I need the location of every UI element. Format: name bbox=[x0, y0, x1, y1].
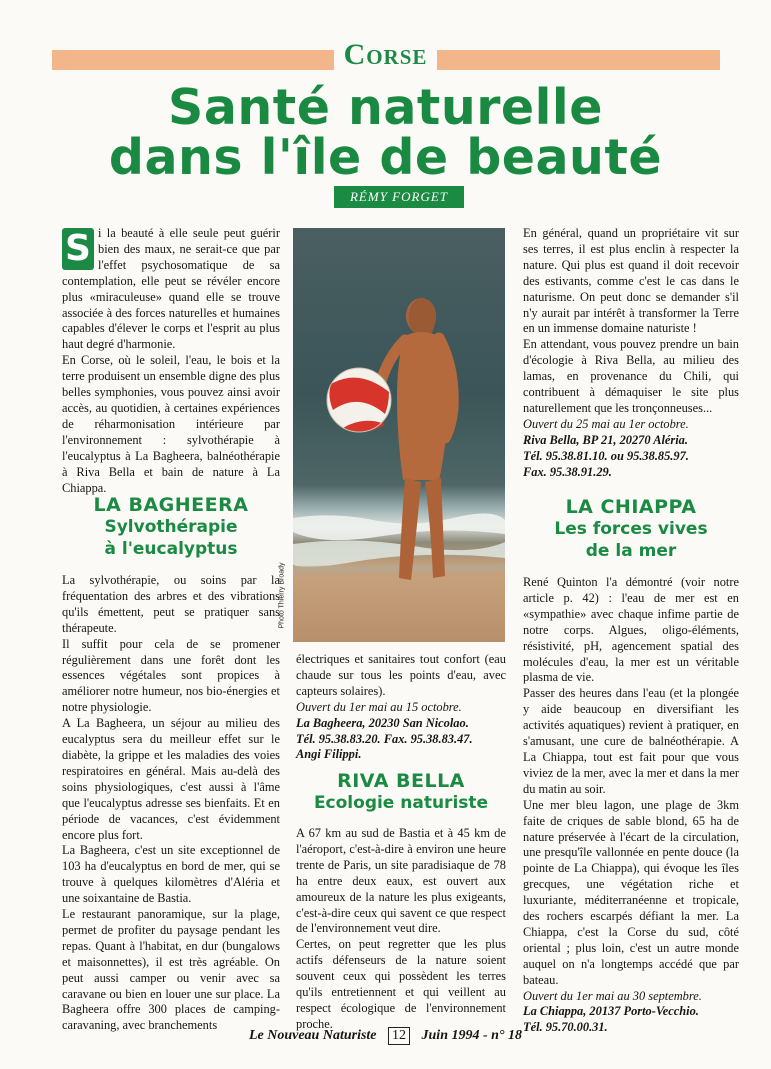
paragraph: René Quinton l'a démontré (voir notre article p. 42) : l'eau de mer est en «sympathie» avec chaque infime partie de notre corps. Algues, oligo-éléments, résistivité, pH, agencement spatial des molécules d'eau, la mer est un véritable plasma de vie. bbox=[523, 575, 739, 685]
intro-paragraph: S i la beauté à elle seule peut guérir bien des maux, ne serait-ce que par l'effet psychosomatique de sa contemplation, elle peut se révéler encore plus «miraculeuse» quand elle se trouve associée à des forces naturelles et humaines capables d'élever le corps et l'esprit au plus haut degré d'harmonie. bbox=[62, 226, 280, 352]
subhead-subtitle: Sylvothérapie bbox=[104, 517, 238, 537]
page-footer bbox=[0, 1027, 771, 1045]
issue-date: Juin 1994 - n° 18 bbox=[421, 1028, 523, 1044]
contact-name: Angi Filippi. bbox=[296, 747, 362, 762]
column-1 bbox=[62, 226, 280, 496]
subhead-riva-bella bbox=[296, 770, 506, 814]
paragraph: La sylvothérapie, ou soins par la fréquentation des arbres et des vibrations qu'ils émettent, peut se pratiquer sans thérapeute. bbox=[62, 573, 280, 635]
subhead-title: LA BAGHEERA bbox=[93, 494, 249, 516]
headline-line-1: Santé naturelle bbox=[168, 79, 603, 136]
beach-photo bbox=[293, 228, 505, 642]
column-2 bbox=[296, 652, 506, 763]
subhead-title: RIVA BELLA bbox=[337, 770, 465, 792]
subhead-la-chiappa bbox=[523, 496, 739, 562]
paragraph: A 67 km au sud de Bastia et à 45 km de l'aéroport, c'est-à-dire à environ une heure trente de Paris, un site paradisiaque de 78 ha entre deux eaux, est ouvert aux amoureux de la nature les plus exigeants, c'est-à-dire ceux qui savent ce que respect de l'environnement veut dire. bbox=[296, 826, 506, 936]
paragraph: Certes, on peut regretter que les plus actifs défenseurs de la nature soient souvent ceux qui possèdent les terres qu'ils entretiennent et qui veillent au respect écologique de l'environnement proche. bbox=[296, 937, 506, 1031]
photo-credit: Photo Thierry Broady bbox=[278, 562, 286, 629]
beach-photo-illustration bbox=[293, 228, 505, 642]
subhead-subtitle: à l'eucalyptus bbox=[104, 539, 238, 559]
magazine-name: Le Nouveau Naturiste bbox=[248, 1028, 377, 1044]
paragraph: A La Bagheera, un séjour au milieu des eucalyptus sera du meilleur effet sur le diabète, la grippe et les maladies des voies respiratoires en général. Mais au-delà des soins physiologiques, c'est aussi à l'âme que l'eucalyptus adresse ses bienfaits. Et en période de vacances, c'est évidemment encore plus fort. bbox=[62, 716, 280, 842]
phone-line: Tél. 95.38.83.20. Fax. 95.38.83.47. bbox=[296, 731, 473, 746]
subhead-subtitle: Les forces vives bbox=[554, 519, 708, 539]
paragraph: En attendant, vous pouvez prendre un bain d'écologie à Riva Bella, au milieu des lamas, en provenance du Chili, qui contribuent à démaquiser le site plus naturellement que les tronçonneuses... bbox=[523, 337, 739, 415]
paragraph: Il suffit pour cela de se promener régulièrement dans une forêt dont les essences végétales sont propices à améliorer notre humeur, nos bio-énergies et notre physiologie. bbox=[62, 636, 280, 715]
drop-cap: S bbox=[62, 228, 94, 270]
address-line: La Chiappa, 20137 Porto-Vecchio. bbox=[523, 1004, 699, 1019]
byline: RÉMY FORGET bbox=[334, 186, 464, 208]
fax-line: Fax. 95.38.91.29. bbox=[523, 464, 612, 479]
paragraph: En Corse, où le soleil, l'eau, le bois et la terre produisent un ensemble digne des plus belles symphonies, vous pouvez ainsi avoir accès, au quotidien, à certaines expériences de réharmonisation intérieure par l'environnement : sylvothérapie à l'eucalyptus à La Bagheera, balnéothérapie à Riva Bella et bain de nature à La Chiappa. bbox=[62, 353, 280, 495]
column-3 bbox=[523, 226, 739, 481]
paragraph: électriques et sanitaires tout confort (eau chaude sur tous les points d'eau, avec capteurs solaires). bbox=[296, 652, 506, 698]
address-line: La Bagheera, 20230 San Nicolao. bbox=[296, 715, 469, 730]
section-title: Corse bbox=[0, 38, 771, 72]
paragraph: Passer des heures dans l'eau (et la plongée y aide beaucoup en diversifiant les activités aquatiques) revient à pratiquer, en s'amusant, une cure de balnéothérapie. A La Chiappa, tout est fait pour que vous viviez de la mer, avec la mer et dans la mer du matin au soir. bbox=[523, 686, 739, 796]
subhead-subtitle: de la mer bbox=[585, 541, 677, 561]
subhead-bagheera bbox=[62, 494, 280, 560]
phone-line: Tél. 95.38.81.10. ou 95.38.85.97. bbox=[523, 448, 689, 463]
column-1-continued bbox=[62, 573, 280, 1034]
column-3-continued bbox=[523, 575, 739, 1036]
subhead-title: LA CHIAPPA bbox=[565, 496, 697, 518]
headline-line-2: dans l'île de beauté bbox=[108, 129, 663, 186]
address-line: Riva Bella, BP 21, 20270 Aléria. bbox=[523, 432, 688, 447]
paragraph: Le restaurant panoramique, sur la plage, permet de profiter du paysage pendant les repas. Quant à l'habitat, en dur (bungalows et maisonnettes), il est très agréable. On peut aussi camper ou venir avec sa caravane ou bien en louer une sur place. La Bagheera offre 300 places de camping-caravaning, avec branchements bbox=[62, 907, 280, 1033]
subhead-subtitle: Ecologie naturiste bbox=[313, 793, 489, 813]
opening-dates: Ouvert du 1er mai au 15 octobre. bbox=[296, 699, 462, 714]
opening-dates: Ouvert du 25 mai au 1er octobre. bbox=[523, 416, 689, 431]
page-number: 12 bbox=[388, 1027, 410, 1045]
paragraph: Une mer bleu lagon, une plage de 3km faite de criques de sable blond, 65 ha de nature préservée à l'écart de la circulation, une presqu'île vallonnée en pente douce (la pointe de La Chiappa), qui évoque les îles grecques, une végétation riche et luxuriante, méditerranéenne et tropicale, des rochers escarpés défiant la mer. La Chiappa, c'est la Corse du sud, côté oriental ; plus loin, c'est un autre monde auquel on n'a longtemps accédé que par bateau. bbox=[523, 797, 739, 987]
column-2-continued bbox=[296, 826, 506, 1033]
phone-line: Tél. 95.70.00.31. bbox=[523, 1020, 608, 1035]
opening-dates: Ouvert du 1er mai au 30 septembre. bbox=[523, 988, 702, 1003]
paragraph: La Bagheera, c'est un site exceptionnel de 103 ha d'eucalyptus en bord de mer, qui se trouve à quelques kilomètres d'Aléria et une soixantaine de Bastia. bbox=[62, 843, 280, 906]
paragraph: En général, quand un propriétaire vit sur ses terres, il est plus enclin à respecter la nature. Qui plus est quand il doit recevoir des estivants, comme c'est le cas dans le naturisme. On peut donc se demander s'il n'y aurait par intérêt à transformer la Terre en un immense domaine naturiste ! bbox=[523, 226, 739, 336]
